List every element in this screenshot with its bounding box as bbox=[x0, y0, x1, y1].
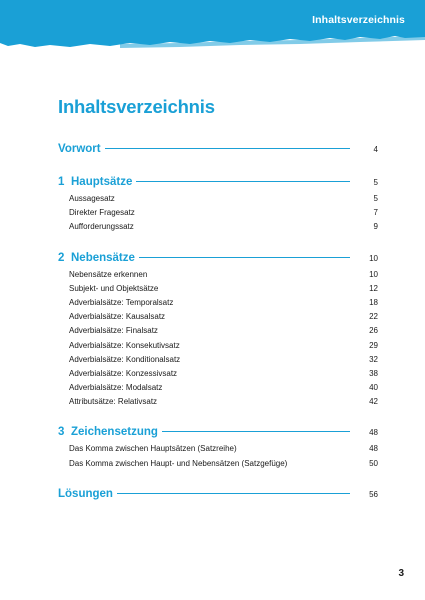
entry-title: Das Komma zwischen Haupt- und Nebensätzen (Satzgefüge) bbox=[69, 458, 288, 468]
toc-entry[interactable] bbox=[58, 208, 378, 222]
leader-rule bbox=[139, 257, 350, 258]
toc-entry[interactable] bbox=[58, 222, 378, 236]
entry-title: Adverbialsätze: Modalsatz bbox=[69, 383, 163, 393]
entry-title: Aussagesatz bbox=[69, 194, 115, 203]
chapter-number: 2 bbox=[58, 251, 65, 264]
page-title: Inhaltsverzeichnis bbox=[58, 96, 215, 117]
chapter-page: 56 bbox=[369, 489, 378, 499]
toc-chapter-heading[interactable] bbox=[58, 426, 378, 444]
entry-page: 18 bbox=[369, 297, 378, 307]
entry-title: Aufforderungssatz bbox=[69, 222, 134, 232]
entry-title: Adverbialsätze: Konditionalsatz bbox=[69, 354, 181, 364]
toc-entry[interactable] bbox=[58, 298, 378, 312]
entry-page: 7 bbox=[373, 208, 378, 218]
entry-page: 9 bbox=[373, 222, 378, 232]
toc-entry[interactable] bbox=[58, 326, 378, 340]
chapter-title: Nebensätze bbox=[71, 251, 135, 264]
toc-chapter bbox=[58, 488, 378, 506]
chapter-title: Lösungen bbox=[58, 487, 113, 500]
toc-entry[interactable] bbox=[58, 444, 378, 458]
leader-rule bbox=[117, 493, 350, 494]
toc-entry[interactable] bbox=[58, 284, 378, 298]
chapter-title: Hauptsätze bbox=[71, 176, 133, 188]
toc-chapter bbox=[58, 252, 378, 412]
entry-title: Adverbialsätze: Temporalsatz bbox=[69, 297, 174, 307]
leader-rule bbox=[162, 431, 350, 432]
entry-page: 48 bbox=[369, 444, 378, 454]
toc-chapter bbox=[58, 426, 378, 472]
chapter-title: Zeichensetzung bbox=[71, 426, 158, 439]
entry-page: 10 bbox=[369, 269, 378, 279]
entry-title: Adverbialsätze: Konzessivsatz bbox=[69, 368, 178, 378]
entry-page: 29 bbox=[369, 340, 378, 350]
toc-chapter bbox=[58, 176, 378, 237]
page-number: 3 bbox=[398, 568, 404, 579]
toc-entry[interactable] bbox=[58, 341, 378, 355]
entry-page: 22 bbox=[369, 312, 378, 322]
toc-entry[interactable] bbox=[58, 270, 378, 284]
entry-title: Das Komma zwischen Hauptsätzen (Satzreihe) bbox=[69, 444, 237, 454]
toc-entry[interactable] bbox=[58, 312, 378, 326]
chapter-number: 1 bbox=[58, 176, 65, 188]
toc-chapter-heading[interactable] bbox=[58, 252, 378, 270]
toc-entry[interactable] bbox=[58, 194, 378, 208]
entry-page: 26 bbox=[369, 326, 378, 336]
toc-chapter bbox=[58, 143, 378, 161]
toc-chapter-heading[interactable] bbox=[58, 176, 378, 194]
leader-rule bbox=[136, 181, 350, 182]
entry-page: 38 bbox=[369, 368, 378, 378]
entry-title: Adverbialsätze: Konsekutivsatz bbox=[69, 340, 180, 350]
entry-page: 32 bbox=[369, 354, 378, 364]
chapter-title: Vorwort bbox=[58, 143, 101, 155]
toc-entry[interactable] bbox=[58, 355, 378, 369]
header-section-label: Inhaltsverzeichnis bbox=[312, 14, 405, 26]
toc-chapter-heading[interactable] bbox=[58, 488, 378, 506]
chapter-page: 4 bbox=[373, 145, 378, 154]
entry-title: Adverbialsätze: Finalsatz bbox=[69, 326, 158, 336]
entry-title: Adverbialsätze: Kausalsatz bbox=[69, 312, 166, 322]
entry-page: 5 bbox=[373, 194, 378, 203]
chapter-page: 48 bbox=[369, 428, 378, 438]
toc-chapter-heading[interactable] bbox=[58, 143, 378, 161]
toc-entry[interactable] bbox=[58, 383, 378, 397]
entry-page: 40 bbox=[369, 383, 378, 393]
chapter-number: 3 bbox=[58, 426, 65, 439]
toc-entry[interactable] bbox=[58, 369, 378, 383]
leader-rule bbox=[105, 148, 350, 149]
toc-entry[interactable] bbox=[58, 397, 378, 411]
entry-page: 12 bbox=[369, 283, 378, 293]
entry-page: 42 bbox=[369, 397, 378, 407]
table-of-contents bbox=[58, 143, 378, 521]
toc-entry[interactable] bbox=[58, 459, 378, 473]
entry-page: 50 bbox=[369, 458, 378, 468]
entry-title: Direkter Fragesatz bbox=[69, 208, 135, 218]
entry-title: Nebensätze erkennen bbox=[69, 269, 148, 279]
chapter-page: 10 bbox=[369, 253, 378, 263]
entry-title: Attributsätze: Relativsatz bbox=[69, 397, 158, 407]
chapter-page: 5 bbox=[373, 178, 378, 187]
entry-title: Subjekt- und Objektsätze bbox=[69, 283, 159, 293]
